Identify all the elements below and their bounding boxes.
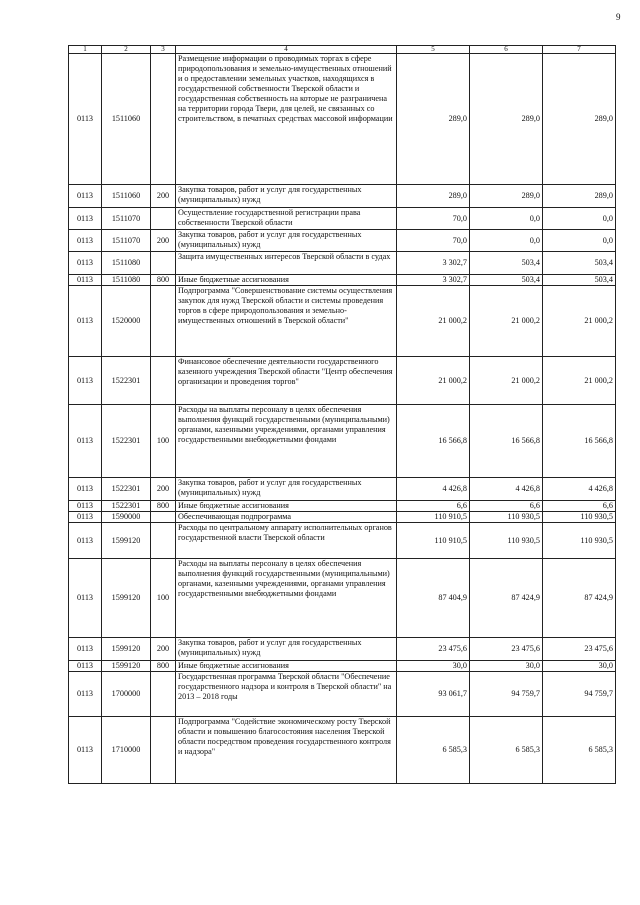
section-code: 0113 [69,252,102,275]
amount-col7: 16 566,8 [543,405,616,478]
header-cell: 5 [397,46,470,54]
expense-type-code: 200 [151,230,176,252]
table-row [69,252,616,275]
amount-col6: 110 930,5 [470,523,543,559]
amount-col6: 87 424,9 [470,559,543,638]
target-article-code: 1511070 [102,230,151,252]
expense-type-code [151,512,176,523]
amount-col5: 6 585,3 [397,717,470,784]
expense-type-code: 200 [151,478,176,501]
section-code: 0113 [69,717,102,784]
amount-col5: 30,0 [397,661,470,672]
section-code: 0113 [69,208,102,230]
amount-col7: 0,0 [543,208,616,230]
header-cell: 7 [543,46,616,54]
expense-type-code: 800 [151,661,176,672]
amount-col6: 30,0 [470,661,543,672]
target-article-code: 1511060 [102,54,151,185]
table-row [69,208,616,230]
description: Иные бюджетные ассигнования [176,275,397,286]
amount-col5: 70,0 [397,208,470,230]
target-article-code: 1599120 [102,559,151,638]
expense-type-code: 800 [151,275,176,286]
amount-col6: 21 000,2 [470,286,543,357]
table-row [69,559,616,638]
section-code: 0113 [69,275,102,286]
amount-col5: 110 910,5 [397,523,470,559]
header-cell: 4 [176,46,397,54]
section-code: 0113 [69,185,102,208]
amount-col7: 30,0 [543,661,616,672]
expense-type-code [151,357,176,405]
table-row [69,512,616,523]
amount-col7: 6 585,3 [543,717,616,784]
section-code: 0113 [69,638,102,661]
header-cell: 2 [102,46,151,54]
description: Закупка товаров, работ и услуг для государственных (муниципальных) нужд [176,185,397,208]
table-row [69,672,616,717]
expense-type-code [151,672,176,717]
section-code: 0113 [69,523,102,559]
amount-col7: 23 475,6 [543,638,616,661]
description: Подпрограмма "Содействие экономическому росту Тверской области и повышению благосостояния населения Тверской области посредством проведения государственного контроля и надзора" [176,717,397,784]
target-article-code: 1599120 [102,523,151,559]
amount-col6: 94 759,7 [470,672,543,717]
amount-col7: 0,0 [543,230,616,252]
description: Иные бюджетные ассигнования [176,501,397,512]
amount-col7: 94 759,7 [543,672,616,717]
expense-type-code: 200 [151,638,176,661]
description: Иные бюджетные ассигнования [176,661,397,672]
description: Финансовое обеспечение деятельности государственного казенного учреждения Тверской области "Центр обеспечения организации и проведения торгов" [176,357,397,405]
section-code: 0113 [69,512,102,523]
description: Размещение информации о проводимых торгах в сфере природопользования и земельно-имущественных отношений и о предоставлении земельных участков, находящихся в государственной собственности Тверской области и государственная собственность на которые не разграничена на территории города Твери, для целей, не связанных со строительством, в печатных средствах массовой информации [176,54,397,185]
description: Расходы на выплаты персоналу в целях обеспечения выполнения функций государственными (муниципальными) органами, казенными учреждениями, органами управления государственными внебюджетными фондами [176,559,397,638]
description: Осуществление государственной регистрации права собственности Тверской области [176,208,397,230]
budget-table [68,45,616,784]
amount-col6: 503,4 [470,252,543,275]
target-article-code: 1511070 [102,208,151,230]
section-code: 0113 [69,478,102,501]
target-article-code: 1522301 [102,501,151,512]
description: Закупка товаров, работ и услуг для государственных (муниципальных) нужд [176,230,397,252]
table-row [69,357,616,405]
amount-col6: 16 566,8 [470,405,543,478]
table-row [69,230,616,252]
amount-col5: 6,6 [397,501,470,512]
amount-col5: 289,0 [397,54,470,185]
amount-col7: 289,0 [543,185,616,208]
amount-col7: 4 426,8 [543,478,616,501]
amount-col6: 289,0 [470,54,543,185]
amount-col5: 87 404,9 [397,559,470,638]
table-row [69,54,616,185]
target-article-code: 1522301 [102,357,151,405]
table-row [69,717,616,784]
amount-col6: 503,4 [470,275,543,286]
expense-type-code: 200 [151,185,176,208]
expense-type-code [151,54,176,185]
target-article-code: 1511080 [102,252,151,275]
description: Обеспечивающая подпрограмма [176,512,397,523]
target-article-code: 1522301 [102,478,151,501]
section-code: 0113 [69,501,102,512]
amount-col7: 110 930,5 [543,523,616,559]
table-row [69,405,616,478]
table-row [69,501,616,512]
header-cell: 1 [69,46,102,54]
target-article-code: 1599120 [102,661,151,672]
amount-col5: 3 302,7 [397,275,470,286]
description: Закупка товаров, работ и услуг для государственных (муниципальных) нужд [176,478,397,501]
header-cell: 3 [151,46,176,54]
header-row [69,46,616,54]
expense-type-code [151,523,176,559]
section-code: 0113 [69,661,102,672]
amount-col7: 503,4 [543,275,616,286]
section-code: 0113 [69,559,102,638]
amount-col7: 21 000,2 [543,357,616,405]
target-article-code: 1700000 [102,672,151,717]
amount-col7: 110 930,5 [543,512,616,523]
amount-col7: 6,6 [543,501,616,512]
description: Защита имущественных интересов Тверской области в судах [176,252,397,275]
amount-col6: 6 585,3 [470,717,543,784]
section-code: 0113 [69,672,102,717]
table-row [69,523,616,559]
target-article-code: 1710000 [102,717,151,784]
amount-col5: 3 302,7 [397,252,470,275]
table-row [69,478,616,501]
expense-type-code [151,252,176,275]
table-row [69,286,616,357]
amount-col6: 289,0 [470,185,543,208]
expense-type-code [151,717,176,784]
page-number: 9 [616,12,621,22]
amount-col5: 289,0 [397,185,470,208]
amount-col6: 110 930,5 [470,512,543,523]
target-article-code: 1590000 [102,512,151,523]
amount-col7: 21 000,2 [543,286,616,357]
table-row [69,661,616,672]
expense-type-code: 100 [151,559,176,638]
amount-col7: 503,4 [543,252,616,275]
expense-type-code [151,208,176,230]
description: Расходы на выплаты персоналу в целях обеспечения выполнения функций государственными (муниципальными) органами, казенными учреждениями, органами управления государственными внебюджетными фондами [176,405,397,478]
description: Закупка товаров, работ и услуг для государственных (муниципальных) нужд [176,638,397,661]
amount-col7: 289,0 [543,54,616,185]
table-row [69,275,616,286]
amount-col5: 16 566,8 [397,405,470,478]
section-code: 0113 [69,54,102,185]
header-cell: 6 [470,46,543,54]
expense-type-code [151,286,176,357]
amount-col5: 70,0 [397,230,470,252]
section-code: 0113 [69,405,102,478]
table-row [69,185,616,208]
description: Расходы по центральному аппарату исполнительных органов государственной власти Тверской области [176,523,397,559]
section-code: 0113 [69,286,102,357]
expense-type-code: 800 [151,501,176,512]
description: Подпрограмма "Совершенствование системы осуществления закупок для нужд Тверской области и системы проведения торгов в сфере природопользования и земельно-имущественных отношений в Тверской области" [176,286,397,357]
amount-col6: 6,6 [470,501,543,512]
expense-type-code: 100 [151,405,176,478]
target-article-code: 1522301 [102,405,151,478]
amount-col6: 21 000,2 [470,357,543,405]
amount-col7: 87 424,9 [543,559,616,638]
amount-col5: 23 475,6 [397,638,470,661]
amount-col5: 4 426,8 [397,478,470,501]
target-article-code: 1520000 [102,286,151,357]
target-article-code: 1599120 [102,638,151,661]
table-row [69,638,616,661]
section-code: 0113 [69,230,102,252]
amount-col6: 4 426,8 [470,478,543,501]
target-article-code: 1511060 [102,185,151,208]
target-article-code: 1511080 [102,275,151,286]
amount-col5: 21 000,2 [397,286,470,357]
amount-col6: 0,0 [470,208,543,230]
amount-col5: 110 910,5 [397,512,470,523]
description: Государственная программа Тверской области "Обеспечение государственного надзора и контроля в Тверской области" на 2013 – 2018 годы [176,672,397,717]
amount-col6: 0,0 [470,230,543,252]
amount-col6: 23 475,6 [470,638,543,661]
amount-col5: 21 000,2 [397,357,470,405]
section-code: 0113 [69,357,102,405]
amount-col5: 93 061,7 [397,672,470,717]
